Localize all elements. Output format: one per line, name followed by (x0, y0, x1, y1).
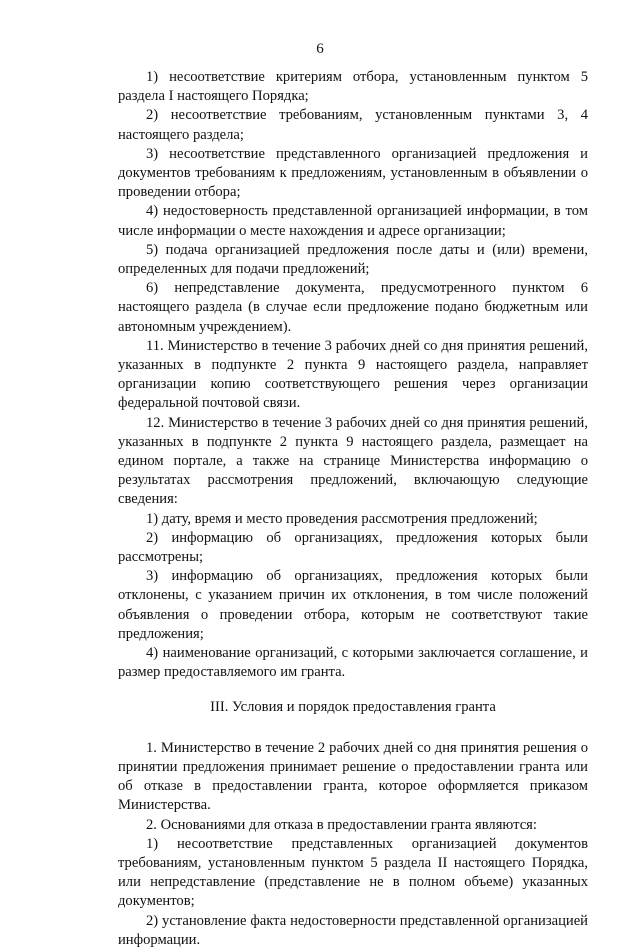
paragraph: 5) подача организацией предложения после даты и (или) времени, определенных для подачи предложений; (118, 241, 588, 278)
paragraph: 2) информацию об организациях, предложения которых были рассмотрены; (118, 529, 588, 566)
paragraph: 1. Министерство в течение 2 рабочих дней со дня принятия решения о принятии предложения принимает решение о предоставлении гранта или об отказе в предоставлении гранта, которое оформляется приказом Министерства. (118, 739, 588, 814)
paragraph: 6) непредставление документа, предусмотренного пунктом 6 настоящего раздела (в случае если предложение подано бюджетным или автономным учреждением). (118, 280, 588, 335)
paragraph: 1) несоответствие представленных организацией документов требованиям, установленным пунктом 5 раздела II настоящего Порядка, или непредставление (представление не в полном объеме) указанных документов; (118, 835, 588, 910)
paragraph: 2) установление факта недостоверности представленной организацией информации. (118, 912, 588, 948)
paragraph: 2. Основаниями для отказа в предоставлении гранта являются: (146, 816, 537, 833)
paragraph: 1) несоответствие критериям отбора, установленным пунктом 5 раздела I настоящего Порядка; (118, 69, 588, 105)
paragraph: 12. Министерство в течение 3 рабочих дней со дня принятия решений, указанных в подпункте 2 пункта 9 настоящего раздела, размещает на едином портале, а также на странице Министерства информацию о результатах рассмотрения предложений, включающую следующие сведения: (118, 414, 588, 508)
paragraph: 4) наименование организаций, с которыми заключается соглашение, и размер предоставляемого им гранта. (118, 645, 588, 681)
document-body (118, 68, 588, 950)
paragraph: 3) информацию об организациях, предложения которых были отклонены, с указанием причин их отклонения, в том числе положений объявления о проведении отбора, которым не соответствуют такие предложения; (118, 568, 588, 642)
paragraph: 1) дату, время и место проведения рассмотрения предложений; (146, 510, 538, 527)
paragraph: 4) недостоверность представленной организацией информации, в том числе информации о месте нахождения и адресе организации; (118, 203, 588, 239)
page-number: 6 (316, 41, 324, 57)
paragraph: 2) несоответствие требованиям, установленным пунктами 3, 4 настоящего раздела; (118, 107, 588, 143)
paragraph: 11. Министерство в течение 3 рабочих дней со дня принятия решений, указанных в подпункте 2 пункта 9 настоящего раздела, направляет организации копию соответствующего решения через организации федеральной почтовой связи. (118, 337, 588, 412)
section-heading: III. Условия и порядок предоставления гранта (210, 698, 496, 715)
paragraph: 3) несоответствие представленного организацией предложения и документов требованиям к предложениям, установленным в объявлении о проведении отбора; (118, 145, 588, 201)
